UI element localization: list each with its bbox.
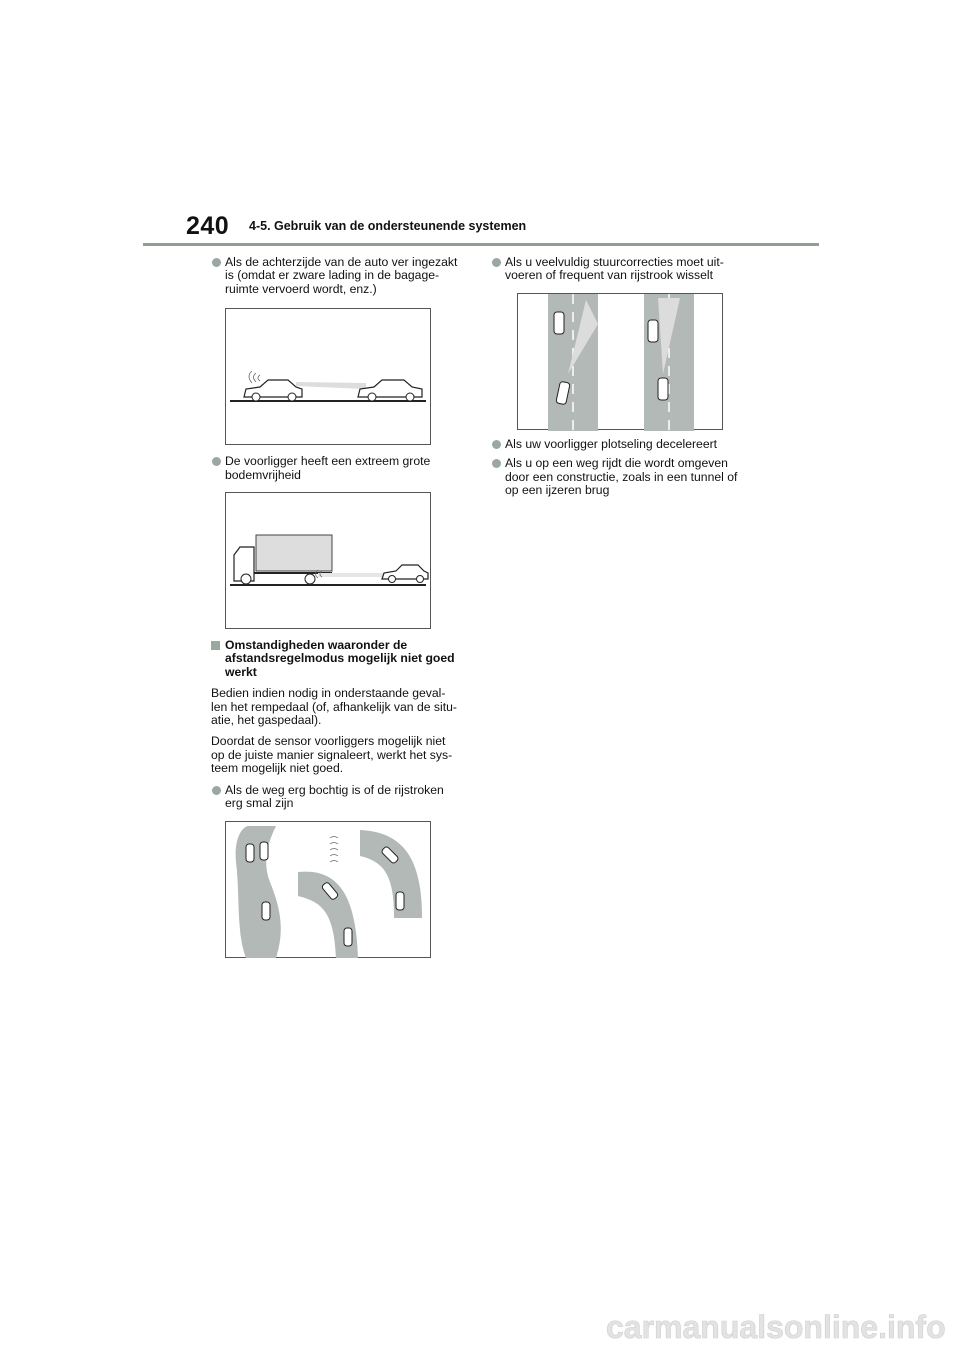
bullet-ground-clearance [211,455,473,482]
paragraph-brake [211,687,473,727]
bullet-rear-sag [211,256,473,296]
text-line: Als de weg erg bochtig is of de rijstroken [225,782,444,797]
curvy-road-illustration [225,821,431,958]
lane-change-illustration [517,293,723,430]
section-title: 4-5. Gebruik van de ondersteunende systemen [249,219,527,233]
paragraph-sensor [211,735,473,775]
text-line: Als uw voorligger plotseling decelereert [505,436,718,451]
text-line: Omstandigheden waaronder de [225,638,408,653]
text-line: Als u veelvuldig stuurcorrecties moet uit- [505,255,724,269]
truck-ground-clearance-illustration [225,492,431,629]
bullet-tunnel-bridge [491,457,753,497]
text-line: Bedien indien nodig in onderstaande geval- [211,686,446,701]
text-line: voeren of frequent van rijstrook wisselt [505,268,713,283]
text-line: is (omdat er zware lading in de bagage- [225,268,440,283]
bullet-steering-corrections [491,256,753,283]
bullet-curvy-road [211,784,473,811]
text-line: op een ijzeren brug [505,483,610,498]
text-line: atie, het gaspedaal). [211,713,322,728]
text-line: De voorligger heeft een extreem grote [225,454,431,469]
text-line: op de juiste manier signaleert, werkt het sys- [211,747,453,762]
text-line: teem mogelijk niet goed. [211,761,344,776]
page-number: 240 [186,212,230,240]
header-rule [143,243,819,246]
left-column [211,256,473,958]
svg-text:carmanualsonline.info: carmanualsonline.info [606,1309,946,1345]
text-line: werkt [225,664,257,679]
right-column [491,256,753,497]
bullet-sudden-deceleration [491,438,753,451]
text-line: bodemvrijheid [225,467,301,482]
text-line: Als de achterzijde van de auto ver ingezakt [225,255,458,269]
rear-sag-illustration [225,308,431,445]
text-line: erg smal zijn [225,796,294,811]
watermark [606,1308,946,1352]
text-line: ruimte vervoerd wordt, enz.) [225,281,377,296]
text-line: Als u op een weg rijdt die wordt omgeven [505,456,728,471]
text-line: door een constructie, zoals in een tunnel of [505,469,738,484]
text-line: len het rempedaal (of, afhankelijk van de situ- [211,699,457,714]
heading-conditions [211,639,473,679]
text-line: Doordat de sensor voorliggers mogelijk niet [211,734,446,749]
text-line: afstandsregelmodus mogelijk niet goed [225,651,455,666]
